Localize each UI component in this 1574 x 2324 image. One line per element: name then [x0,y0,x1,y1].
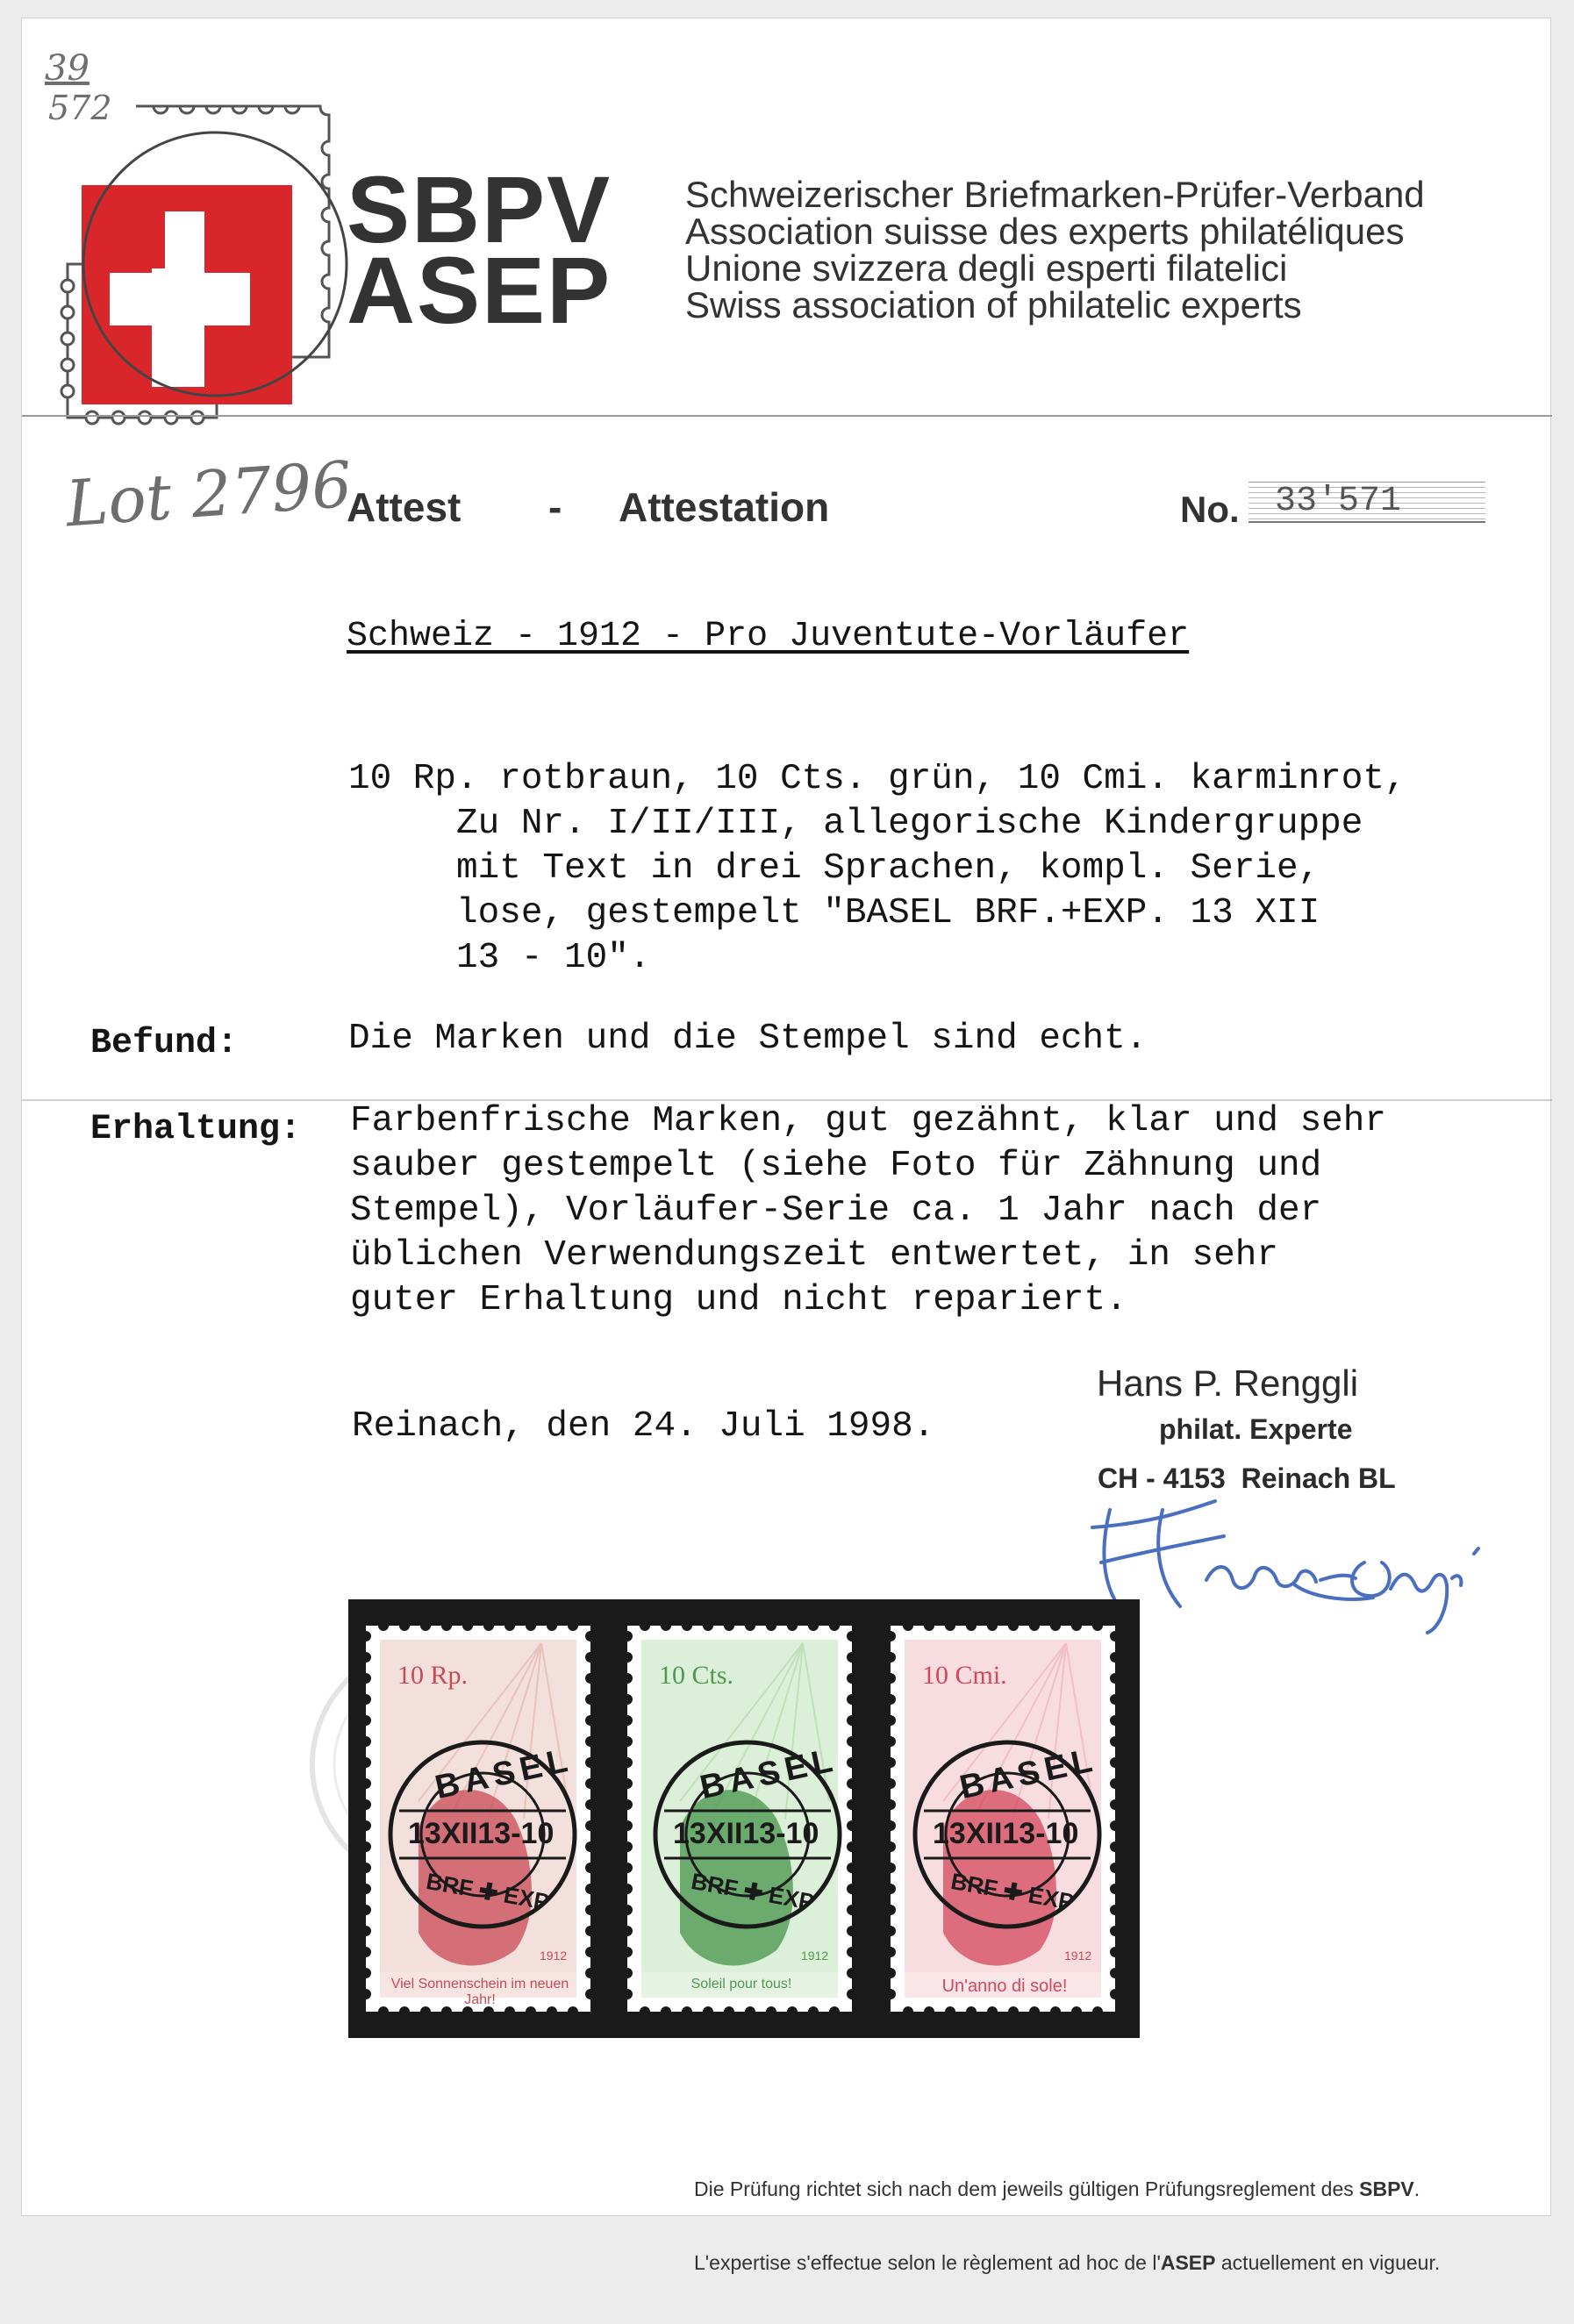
befund-label: Befund: [90,1024,239,1063]
sbpv-logo [39,80,364,431]
corner-annotation-top: 39 [45,48,89,89]
expert-name: Hans P. Renggli [1097,1362,1359,1404]
footer-line-de-org: SBPV [1359,2177,1414,2200]
postmark-3-bottom: BRF ✚ EXP [948,1867,1077,1916]
logo-white-cross-h [110,273,250,325]
stamp-2-value: 10 Cts. [659,1661,734,1690]
footer-line-de-text: Die Prüfung richtet sich nach dem jeweils gültigen Prüfungsreglement des [694,2177,1360,2200]
postmark-1-date: 13XII13-10 [408,1817,554,1850]
association-name-en: Swiss association of philatelic experts [685,284,1302,325]
stamp-1-value: 10 Rp. [397,1661,469,1690]
footer-line-fr-org: ASEP [1160,2251,1216,2274]
footer-line-de [694,2177,1440,2201]
footer-line-de-end: . [1413,2177,1420,2200]
number-label: No. [1180,489,1240,530]
attestation-label: Attestation [619,484,830,530]
brand-line-2: ASEP [347,237,612,343]
footer-note [694,2127,1440,2324]
erhaltung-text: Farbenfrische Marken, gut gezähnt, klar und sehr sauber gestempelt (siehe Foto für Zähnung und Stempel), Vorläufer-Serie ca. 1 Jahr nach der üblichen Verwendungszeit entwertet, in sehr guter Erhaltung und nicht repariert. [350,1101,1386,1320]
header-divider [22,415,1552,417]
association-name-it: Unione svizzera degli esperti filatelici [685,247,1288,289]
certificate-sheet [21,18,1551,2274]
postmark-3-date: 13XII13-10 [933,1817,1079,1850]
certificate-subject: Schweiz - 1912 - Pro Juventute-Vorläufer [347,617,1190,656]
stamp-3-caption: Un'anno di sole! [941,1977,1068,1996]
brand-name [347,156,612,343]
association-name-de: Schweizerischer Briefmarken-Prüfer-Verband [685,174,1425,215]
attest-label: Attest [347,484,461,530]
postmark-1-town: BASEL [432,1741,576,1807]
stamp-1-caption: Viel Sonnenschein im neuen Jahr! [390,1977,569,2007]
corner-annotation-bottom: 572 [48,89,112,127]
footer-line-fr-text: L'expertise s'effectue selon le règlement ad hoc de l' [694,2251,1161,2274]
attest-dash: - [548,484,562,530]
postmark-1-bottom: BRF ✚ EXP [424,1867,552,1916]
expert-title: philat. Experte [1159,1413,1353,1445]
erhaltung-label: Erhaltung: [90,1110,302,1149]
expert-signature [1084,1475,1496,1650]
certificate-number: 33'571 [1248,482,1485,523]
lot-annotation: Lot 2796 [63,447,354,541]
postmark-2-bottom: BRF ✚ EXP [689,1867,817,1916]
stamp-1-year: 1912 [540,1949,568,1963]
place-date: Reinach, den 24. Juli 1998. [352,1406,935,1447]
logo-red-block [82,185,165,268]
befund-text: Die Marken und die Stempel sind echt. [348,1019,1148,1059]
association-names [685,176,1425,324]
expert-address: CH - 4153 Reinach BL [1098,1462,1396,1494]
postmark-2-town: BASEL [697,1741,841,1807]
postmark-3-town: BASEL [956,1741,1101,1807]
stamp-2-caption: Soleil pour tous! [690,1977,792,1991]
association-name-fr: Association suisse des experts philatéliques [685,211,1405,252]
stamp-3-year: 1912 [1064,1949,1092,1963]
footer-line-fr-end: actuellement en vigueur. [1215,2251,1441,2274]
brand-line-1: SBPV [347,156,612,262]
stamp-2-year: 1912 [801,1949,829,1963]
postmark-2-date: 13XII13-10 [673,1817,819,1850]
footer-line-fr [694,2250,1440,2275]
stamp-3-value: 10 Cmi. [922,1661,1007,1690]
stamp-description: 10 Rp. rotbraun, 10 Cts. grün, 10 Cmi. karminrot, Zu Nr. I/II/III, allegorische Kindergruppe mit Text in drei Sprachen, kompl. Serie, lose, gestempelt "BASEL BRF.+EXP. 13 XII 13 - 10". [348,759,1406,978]
